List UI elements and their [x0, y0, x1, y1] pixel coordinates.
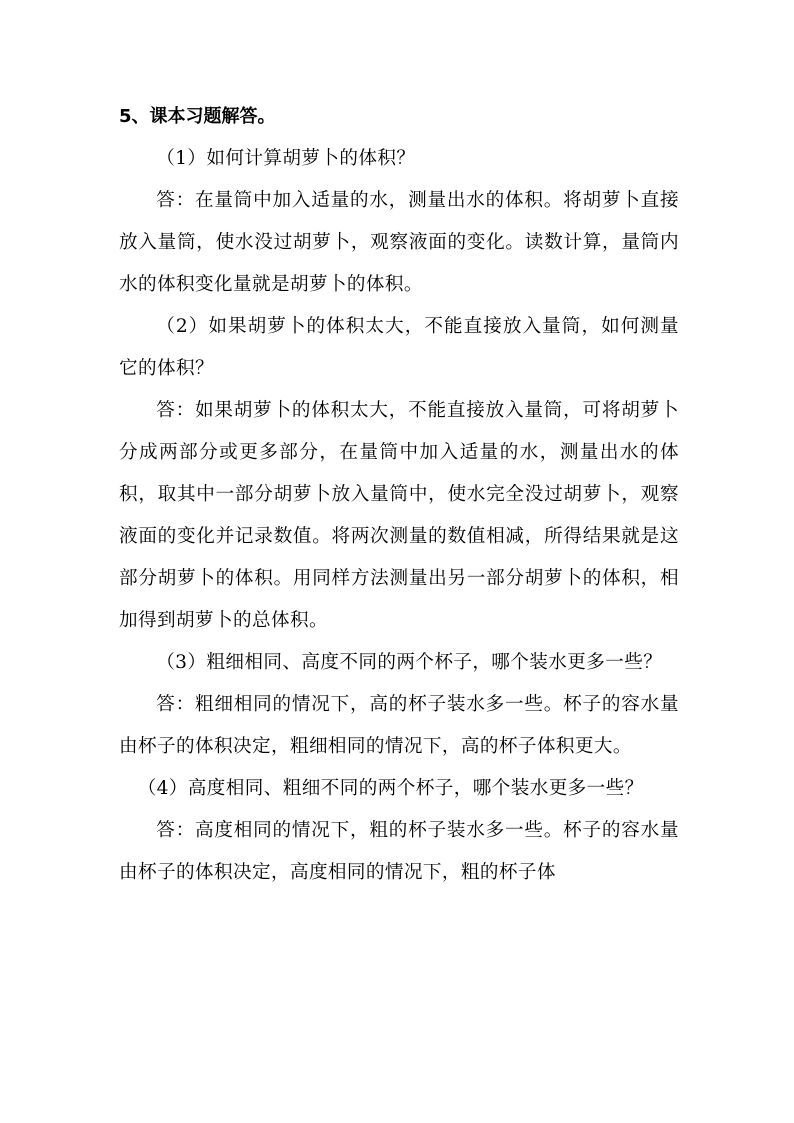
answer-2: 答：如果胡萝卜的体积太大，不能直接放入量筒，可将胡萝卜分成两部分或更多部分，在量筒中加入适量的水，测量出水的体积，取其中一部分胡萝卜放入量筒中，使水完全没过胡萝卜，观察液面的变化并记录数值。将两次测量的数值相减，所得结果就是这部分胡萝卜的体积。用同样方法测量出另一部分胡萝卜的体积，相加得到胡萝卜的总体积。: [119, 400, 679, 631]
question-1: （1）如何计算胡萝卜的体积？: [156, 148, 416, 169]
question-4: （4）高度相同、粗细不同的两个杯子，哪个装水更多一些？: [137, 778, 644, 799]
answer-4: 答：高度相同的情况下，粗的杯子装水多一些。杯子的容水量由杯子的体积决定，高度相同的情况下，粗的杯子体: [119, 820, 679, 883]
document-body: [119, 96, 679, 894]
section-heading: 5、课本习题解答。: [119, 106, 276, 127]
question-2: （2）如果胡萝卜的体积太大，不能直接放入量筒，如何测量它的体积？: [119, 316, 679, 379]
question-3: （3）粗细相同、高度不同的两个杯子，哪个装水更多一些？: [156, 652, 663, 673]
answer-3: 答：粗细相同的情况下，高的杯子装水多一些。杯子的容水量由杯子的体积决定，粗细相同的情况下，高的杯子体积更大。: [119, 694, 679, 757]
answer-1: 答：在量筒中加入适量的水，测量出水的体积。将胡萝卜直接放入量筒，使水没过胡萝卜，观察液面的变化。读数计算，量筒内水的体积变化量就是胡萝卜的体积。: [119, 190, 679, 295]
